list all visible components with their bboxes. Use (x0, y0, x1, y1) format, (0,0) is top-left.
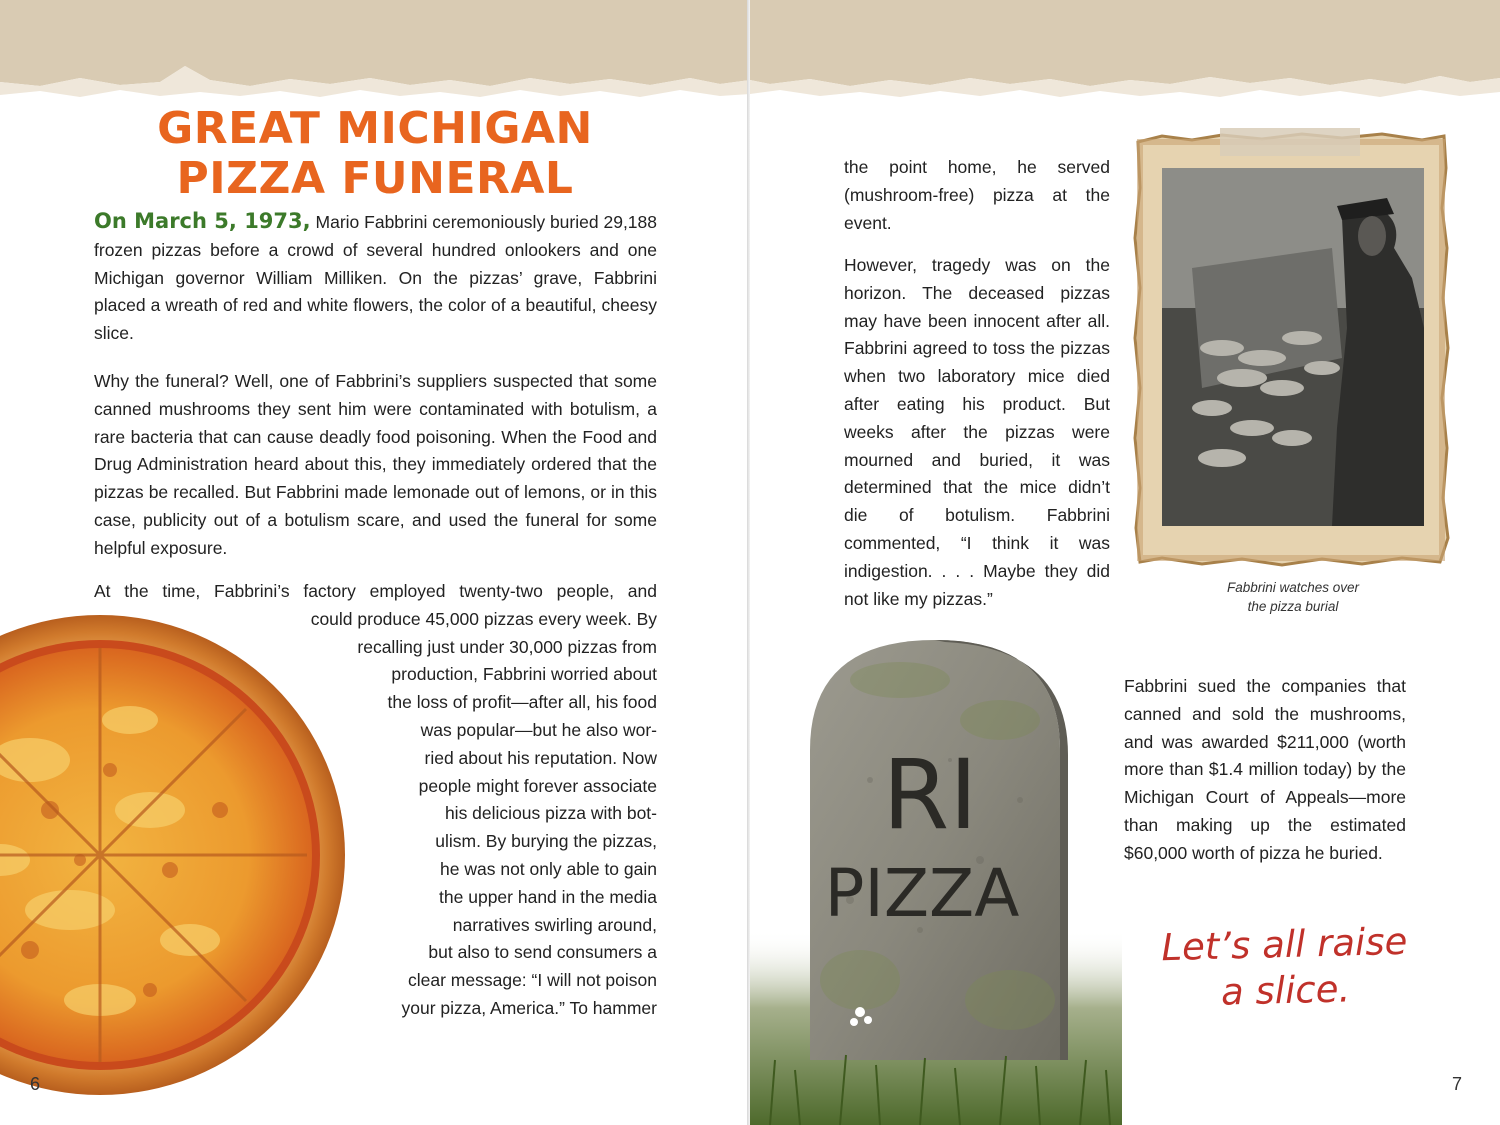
text-line: your pizza, America.” To hammer (401, 997, 657, 1018)
text-line: clear message: “I will not poison (408, 970, 657, 991)
tragedy-paragraph: However, tragedy was on the horizon. The deceased pizzas may have been innocent after all. Fabbrini agreed to toss the pizzas when two laboratory mice died after eating his product. But weeks after the pizzas were mourned and buried, it was determined that the mice didn’t die of botulism. Fabbrini commented, “I think it was indigestion. . . . Maybe they did not like my pizzas.” (844, 255, 1110, 609)
caption-line-2: the pizza burial (1247, 599, 1339, 614)
vintage-burial-photo (1132, 128, 1450, 568)
text-line: people might forever associate (418, 775, 657, 796)
text-line: the loss of profit—after all, his food (387, 692, 657, 713)
text-line: the upper hand in the media (439, 886, 657, 907)
title-line-1: GREAT MICHIGAN (157, 103, 593, 154)
text-line: narratives swirling around, (452, 914, 657, 935)
text-line: recalling just under 30,000 pizzas from (357, 636, 657, 657)
caption-line-1: Fabbrini watches over (1226, 580, 1360, 595)
intro-paragraph (94, 208, 657, 348)
callout-line-2: a slice. (1220, 967, 1351, 1014)
tombstone-image (750, 600, 1122, 1125)
lead-in-date: On March 5, 1973, (94, 209, 311, 233)
text-line: production, Fabbrini worried about (391, 664, 657, 685)
page-title (80, 104, 670, 204)
text-line: was popular—but he also wor- (420, 719, 657, 740)
text-line: his delicious pizza with bot- (444, 803, 657, 824)
text-line: ulism. By burying the pizzas, (435, 831, 657, 852)
tombstone-text-ri: RI (882, 739, 978, 851)
photo-caption (1180, 578, 1406, 616)
intro-text: Mario Fabbrini ceremoniously buried 29,188 frozen pizzas before a crowd of several hundred onlookers and one Michigan governor William Milliken. On the pizzas’ grave, Fabbrini placed a wreath of red and white flowers, the color of a beautiful, cheesy slice. (94, 212, 657, 344)
text-line: At the time, Fabbrini’s factory employed twenty-two people, and (94, 581, 657, 601)
pizza-image (0, 610, 345, 1095)
title-line-2: PIZZA FUNERAL (176, 153, 574, 204)
page-number-left: 6 (30, 1074, 41, 1094)
text-line: he was not only able to gain (440, 858, 657, 879)
torn-paper-header (0, 0, 1500, 110)
text-line: could produce 45,000 pizzas every week. By (310, 608, 657, 629)
page-number-right: 7 (1452, 1074, 1463, 1094)
callout-text (1139, 918, 1431, 1018)
text-line: ried about his reputation. Now (424, 747, 657, 768)
why-funeral-paragraph: Why the funeral? Well, one of Fabbrini’s suppliers suspected that some canned mushrooms they sent him were contaminated with botulism, a rare bacteria that can cause deadly food poisoning. When the Food and Drug Administration heard about this, they immediately ordered that the pizzas be recalled. But Fabbrini made lemonade out of lemons, or in this case, publicity out of a botulism scare, and used the funeral for some helpful exposure. (94, 371, 657, 558)
text-line: but also to send consumers a (428, 942, 657, 963)
callout-line-1: Let’s all raise (1160, 919, 1408, 970)
lawsuit-paragraph: Fabbrini sued the companies that canned and sold the mushrooms, and was awarded $211,000 (worth more than $1.4 million today) by the Michigan Court of Appeals—more than making up the estimated $60,000 worth of pizza he buried. (1124, 676, 1406, 863)
tombstone-text-pizza: PIZZA (824, 855, 1020, 932)
hammer-home-paragraph: the point home, he served (mushroom-free) pizza at the event. (844, 157, 1110, 233)
